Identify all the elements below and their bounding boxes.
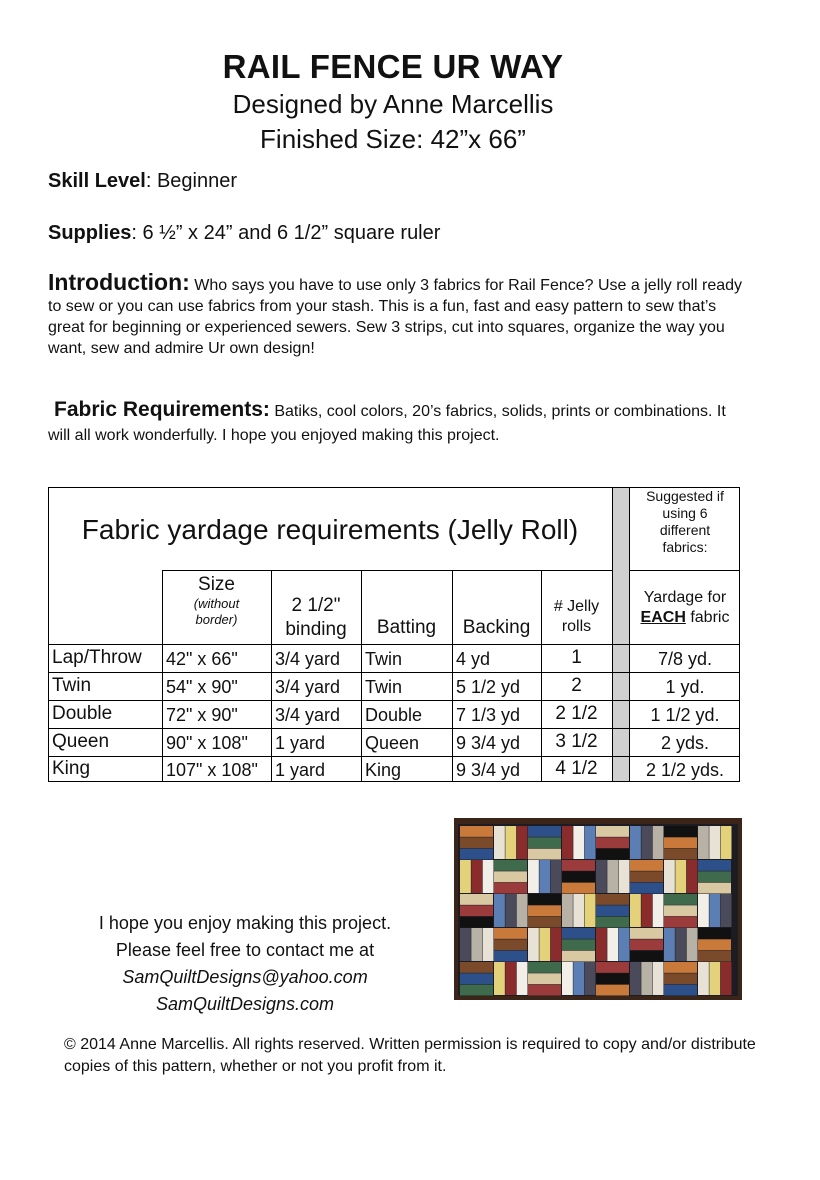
- row-yardage: 2 yds.: [660, 733, 710, 753]
- row-yardage: 1 1/2 yd.: [650, 705, 720, 725]
- quilt-strip: [483, 860, 494, 893]
- quilt-strip: [664, 894, 697, 905]
- quilt-strip: [619, 928, 630, 961]
- quilt-strip: [596, 837, 629, 848]
- quilt-strip: [483, 928, 494, 961]
- row-name: Twin: [52, 675, 92, 696]
- quilt-strip: [573, 826, 584, 859]
- quilt-strip: [698, 962, 709, 995]
- quilt-strip: [562, 860, 595, 871]
- quilt-strip: [460, 928, 471, 961]
- quilt-strip: [721, 826, 732, 859]
- quilt-strip: [573, 962, 584, 995]
- row-name: Double: [52, 703, 113, 724]
- header-backing: Backing: [462, 617, 531, 638]
- quilt-strip: [460, 962, 493, 973]
- quilt-strip: [585, 962, 596, 995]
- quilt-strip: [528, 917, 561, 928]
- quilt-strip: [664, 860, 675, 893]
- quilt-strip: [528, 849, 561, 860]
- contact-email[interactable]: SamQuiltDesigns@yahoo.com: [122, 967, 368, 987]
- quilt-strip: [505, 962, 516, 995]
- row-rolls: 1: [571, 647, 582, 668]
- supplies: [48, 222, 440, 245]
- quilt-strip: [517, 962, 528, 995]
- suggested-note: Suggested if using 6 different fabrics:: [646, 488, 724, 555]
- quilt-strip: [494, 871, 527, 882]
- row-batting: Double: [365, 705, 423, 725]
- quilt-strip: [460, 905, 493, 916]
- pattern-title: RAIL FENCE UR WAY: [222, 48, 564, 85]
- quilt-strip: [641, 962, 652, 995]
- row-size: 42" x 66": [166, 649, 238, 669]
- quilt-strip: [562, 871, 595, 882]
- quilt-photo: [454, 818, 742, 1000]
- quilt-strip: [630, 883, 663, 894]
- quilt-strip: [528, 826, 561, 837]
- quilt-strip: [687, 860, 698, 893]
- quilt-strip: [596, 894, 629, 905]
- introduction: [48, 269, 748, 359]
- quilt-strip: [585, 894, 596, 927]
- quilt-strip: [698, 826, 709, 859]
- introduction-label: Introduction:: [48, 269, 190, 295]
- quilt-strip: [641, 894, 652, 927]
- contact-line-1: I hope you enjoy making this project.: [98, 913, 392, 933]
- quilt-strip: [528, 905, 561, 916]
- quilt-strip: [630, 928, 663, 939]
- quilt-strip: [494, 951, 527, 962]
- row-batting: Twin: [365, 677, 403, 697]
- quilt-strip: [630, 826, 641, 859]
- quilt-strip: [573, 894, 584, 927]
- quilt-strip: [664, 917, 697, 928]
- quilt-strip: [709, 826, 720, 859]
- quilt-strip: [494, 860, 527, 871]
- quilt-strip: [494, 939, 527, 950]
- quilt-strip: [596, 860, 607, 893]
- quilt-strip: [539, 928, 550, 961]
- quilt-strip: [528, 973, 561, 984]
- quilt-strip: [596, 962, 629, 973]
- quilt-strip: [596, 917, 629, 928]
- quilt-strip: [562, 962, 573, 995]
- quilt-strip: [494, 928, 527, 939]
- row-name: Lap/Throw: [52, 647, 142, 668]
- quilt-strip: [562, 928, 595, 939]
- quilt-strip: [619, 860, 630, 893]
- row-size: 90" x 108": [166, 733, 248, 753]
- quilt-strip: [460, 973, 493, 984]
- quilt-strip: [596, 973, 629, 984]
- quilt-strip: [585, 826, 596, 859]
- table-divider: [612, 487, 630, 782]
- quilt-strip: [698, 928, 731, 939]
- quilt-strip: [494, 962, 505, 995]
- row-rolls: 3 1/2: [555, 731, 598, 752]
- contact-block: [60, 910, 430, 1018]
- quilt-strip: [630, 939, 663, 950]
- row-name: Queen: [52, 731, 110, 752]
- quilt-strip: [664, 962, 697, 973]
- fabric-requirements-label: Fabric Requirements:: [54, 398, 270, 421]
- row-binding: 1 yard: [275, 733, 326, 753]
- quilt-strip: [539, 860, 550, 893]
- quilt-strip: [709, 962, 720, 995]
- quilt-strip: [630, 871, 663, 882]
- quilt-strip: [664, 826, 697, 837]
- quilt-strip: [664, 905, 697, 916]
- supplies-value: : 6 ½” x 24” and 6 1/2” square ruler: [131, 222, 441, 244]
- quilt-strip: [607, 860, 618, 893]
- row-name: King: [52, 758, 91, 779]
- skill-level: [48, 170, 237, 193]
- fabric-requirements: [48, 398, 748, 448]
- row-binding: 3/4 yard: [275, 677, 341, 697]
- quilt-strip: [505, 894, 516, 927]
- fabric-requirements-text: Batiks, cool colors, 20’s fabrics, solids, prints or combinations. It will all work wonderfully. I hope you enjoyed making this project.: [48, 403, 726, 444]
- header-size: Size (without border): [193, 574, 240, 627]
- quilt-strip: [460, 917, 493, 928]
- quilt-strip: [551, 928, 562, 961]
- quilt-strip: [675, 928, 686, 961]
- row-rolls: 2: [571, 675, 582, 696]
- quilt-strip: [630, 951, 663, 962]
- skill-level-label: Skill Level: [48, 170, 146, 192]
- quilt-strip: [698, 860, 731, 871]
- quilt-strip: [698, 951, 731, 962]
- quilt-strip: [460, 860, 471, 893]
- quilt-strip: [505, 826, 516, 859]
- quilt-strip: [630, 860, 663, 871]
- yardage-table: [48, 487, 740, 782]
- row-backing: 9 3/4 yd: [456, 733, 521, 753]
- supplies-label: Supplies: [48, 222, 132, 244]
- quilt-strip: [528, 962, 561, 973]
- quilt-strip: [698, 939, 731, 950]
- row-batting: King: [365, 760, 402, 780]
- row-binding: 1 yard: [275, 760, 326, 780]
- row-binding: 3/4 yard: [275, 649, 341, 669]
- quilt-strip: [494, 883, 527, 894]
- quilt-strip: [721, 962, 732, 995]
- quilt-strip: [653, 894, 664, 927]
- quilt-strip: [596, 985, 629, 996]
- quilt-strip: [698, 894, 709, 927]
- quilt-strip: [698, 871, 731, 882]
- quilt-strip: [460, 894, 493, 905]
- quilt-strip: [675, 860, 686, 893]
- finished-size: Finished Size: 42”x 66”: [260, 124, 526, 154]
- quilt-strip: [494, 894, 505, 927]
- quilt-strip: [698, 883, 731, 894]
- row-batting: Queen: [365, 733, 420, 753]
- row-yardage: 2 1/2 yds.: [645, 760, 725, 780]
- header-batting: Batting: [376, 617, 437, 638]
- quilt-strip: [460, 837, 493, 848]
- quilt-strip: [630, 962, 641, 995]
- row-backing: 9 3/4 yd: [456, 760, 521, 780]
- row-rolls: 2 1/2: [555, 703, 598, 724]
- row-binding: 3/4 yard: [275, 705, 341, 725]
- row-yardage: 1 yd.: [665, 677, 705, 697]
- quilt-strip: [607, 928, 618, 961]
- quilt-strip: [664, 928, 675, 961]
- row-batting: Twin: [365, 649, 403, 669]
- quilt-strip: [528, 837, 561, 848]
- quilt-strip: [596, 928, 607, 961]
- quilt-strip: [596, 849, 629, 860]
- quilt-strip: [494, 826, 505, 859]
- row-size: 72" x 90": [166, 705, 238, 725]
- designer-line: Designed by Anne Marcellis: [232, 89, 554, 119]
- header-yardage-each: Yardage for EACH fabric: [640, 589, 730, 626]
- table-title: Fabric yardage requirements (Jelly Roll): [81, 514, 579, 545]
- quilt-strip: [562, 883, 595, 894]
- row-size: 107" x 108": [166, 760, 258, 780]
- quilt-strip: [528, 985, 561, 996]
- quilt-strip: [517, 826, 528, 859]
- quilt-strip: [653, 826, 664, 859]
- quilt-strip: [664, 973, 697, 984]
- quilt-strip: [528, 928, 539, 961]
- quilt-strip: [664, 849, 697, 860]
- quilt-strip: [562, 939, 595, 950]
- header-binding: 2 1/2" binding: [285, 595, 347, 640]
- quilt-strip: [664, 985, 697, 996]
- quilt-strip: [562, 951, 595, 962]
- contact-website[interactable]: SamQuiltDesigns.com: [155, 994, 335, 1014]
- quilt-strip: [551, 860, 562, 893]
- quilt-strip: [641, 826, 652, 859]
- quilt-strip: [562, 826, 573, 859]
- quilt-strip: [653, 962, 664, 995]
- row-backing: 4 yd: [456, 649, 491, 669]
- quilt-strip: [471, 928, 482, 961]
- row-size: 54" x 90": [166, 677, 238, 697]
- quilt-strip: [517, 894, 528, 927]
- row-yardage: 7/8 yd.: [657, 649, 713, 669]
- quilt-strip: [596, 826, 629, 837]
- quilt-strip: [630, 894, 641, 927]
- quilt-strip: [687, 928, 698, 961]
- quilt-strip: [596, 905, 629, 916]
- skill-level-value: : Beginner: [145, 170, 238, 192]
- introduction-text: Who says you have to use only 3 fabrics for Rail Fence? Use a jelly roll ready to sew or you can use fabrics from your stash. This is a fun, fast and easy pattern to sew that’s great for beginning or experienced sewers. Sew 3 strips, cut into squares, organize the way you want, sew and admire Ur own design!: [48, 277, 743, 357]
- header-jelly-rolls: # Jelly rolls: [553, 598, 600, 635]
- quilt-strip: [528, 894, 561, 905]
- quilt-strip: [664, 837, 697, 848]
- quilt-strip: [721, 894, 732, 927]
- quilt-strip: [709, 894, 720, 927]
- contact-line-2: Please feel free to contact me at: [115, 940, 375, 960]
- quilt-strip: [460, 849, 493, 860]
- quilt-strip: [528, 860, 539, 893]
- row-rolls: 4 1/2: [555, 758, 598, 779]
- quilt-strip: [460, 985, 493, 996]
- quilt-strip: [562, 894, 573, 927]
- copyright-notice: © 2014 Anne Marcellis. All rights reserved. Written permission is required to copy and/or distribute copies of this pattern, whether or not you profit from it.: [64, 1036, 756, 1075]
- quilt-strip: [460, 826, 493, 837]
- quilt-strip: [471, 860, 482, 893]
- row-backing: 7 1/3 yd: [456, 705, 521, 725]
- row-backing: 5 1/2 yd: [456, 677, 521, 697]
